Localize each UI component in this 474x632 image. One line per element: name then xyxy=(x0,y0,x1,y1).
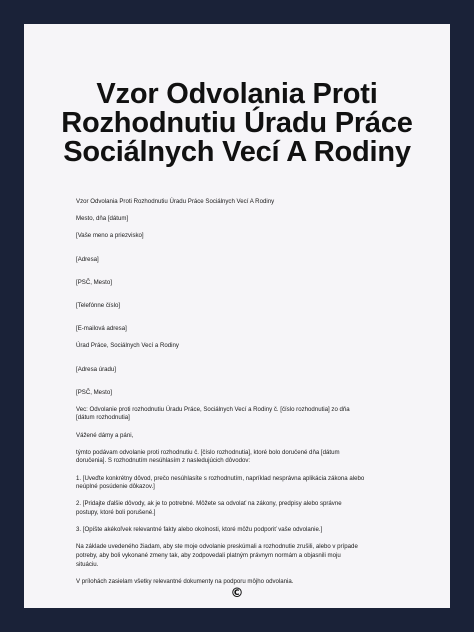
sender-email: [E-mailová adresa] xyxy=(76,325,127,333)
subject-line: [dátum rozhodnutia] xyxy=(76,414,130,422)
place-date: Mesto, dňa [dátum] xyxy=(76,215,129,223)
title-line: Vzor Odvolania Proti xyxy=(96,78,378,110)
reason-item: postupy, ktoré boli porušené.] xyxy=(76,509,156,516)
request-paragraph: situáciu. xyxy=(76,560,99,568)
recipient-address: [Adresa úradu] xyxy=(76,365,116,373)
request-paragraph: potreby, aby boli vykonané zmeny tak, aby zodpovedali platným právnym normám a objasnili moju xyxy=(76,551,341,559)
recipient-postal: [PSČ, Mesto] xyxy=(76,388,112,396)
reason-item: 2. [Pridajte ďalšie dôvody, ak je to potrebné. Môžete sa odvolať na zákony, predpisy alebo správne xyxy=(76,500,342,508)
letter-heading: Vzor Odvolania Proti Rozhodnutiu Úradu Práce Sociálnych Vecí A Rodiny xyxy=(76,198,275,205)
attachments-paragraph: V prílohách zasielam všetky relevantné dokumenty na podporu môjho odvolania. xyxy=(76,577,294,585)
subject-line: Vec: Odvolanie proti rozhodnutiu Úradu Práce, Sociálnych Vecí a Rodiny č. [číslo rozhodnutia] zo dňa xyxy=(76,405,350,413)
recipient-name: Úrad Práce, Sociálnych Vecí a Rodiny xyxy=(76,342,179,350)
letter-body xyxy=(76,198,406,586)
salutation: Vážené dámy a páni, xyxy=(76,431,134,439)
copyright-icon: © xyxy=(230,586,244,601)
sender-name: [Vaše meno a priezvisko] xyxy=(76,232,144,240)
intro-paragraph: doručenia]. S rozhodnutím nesúhlasím z nasledujúcich dôvodov: xyxy=(76,457,251,465)
reason-item: 3. [Opíšte akékoľvek relevantné fakty alebo okolnosti, ktoré môžu podporiť vaše odvolanie.] xyxy=(76,526,323,534)
title-line: Sociálnych Vecí A Rodiny xyxy=(63,136,411,168)
document-page xyxy=(24,24,450,608)
request-paragraph: Na základe uvedeného žiadam, aby ste moje odvolanie preskúmali a rozhodnutie zrušili, alebo v prípade xyxy=(76,543,358,551)
sender-phone: [Telefónne číslo] xyxy=(76,301,121,309)
reason-item: neúplné posúdenie dôkazov.] xyxy=(76,483,155,491)
sender-address: [Adresa] xyxy=(76,255,99,263)
page-title xyxy=(24,80,450,167)
title-line: Rozhodnutiu Úradu Práce xyxy=(61,107,413,139)
reason-item: 1. [Uveďte konkrétny dôvod, prečo nesúhlasíte s rozhodnutím, napríklad nesprávna aplikácia zákona alebo xyxy=(76,474,365,482)
sender-postal: [PSČ, Mesto] xyxy=(76,278,112,286)
intro-paragraph: týmto podávam odvolanie proti rozhodnutiu č. [číslo rozhodnutia], ktoré bolo doručené dňa [dátum xyxy=(76,448,340,456)
